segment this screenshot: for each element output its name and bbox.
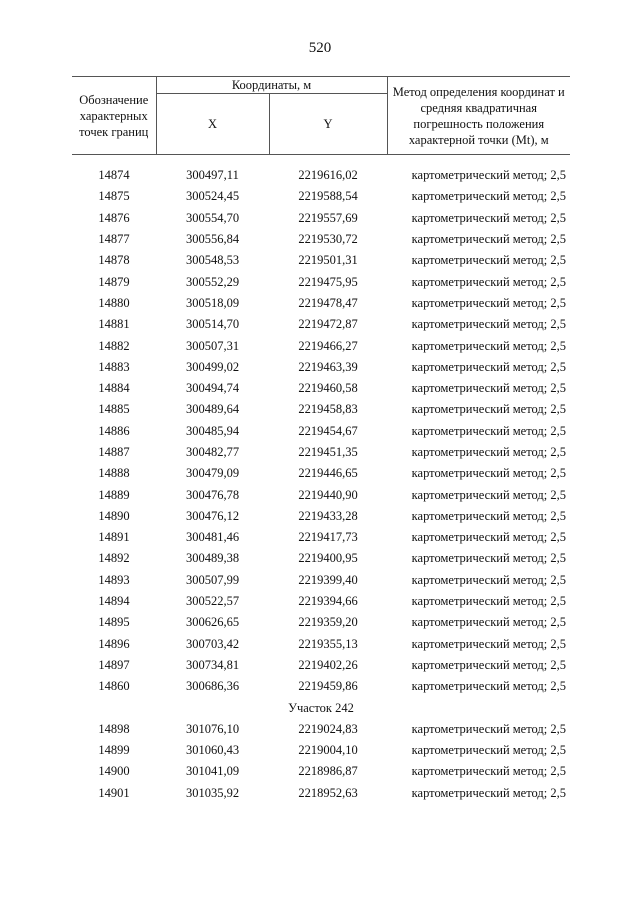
x-cell: 300476,12 [185,508,240,523]
x-cell: 300626,65 [185,615,240,630]
point-name-cell: 14901 [98,785,130,800]
y-cell: 2218952,63 [298,785,358,800]
y-cell: 2219472,87 [298,317,358,332]
method-cell: картометрический метод; 2,5 [411,232,566,247]
x-cell: 300556,84 [185,232,240,247]
y-cell: 2218986,87 [298,764,358,779]
x-cell: 300514,70 [185,317,240,332]
y-cell: 2219024,83 [298,721,358,736]
y-cell: 2219394,66 [298,594,358,609]
table-row [72,335,570,356]
method-cell: картометрический метод; 2,5 [411,423,566,438]
header-coordinates: Координаты, м [156,77,387,94]
table-row [72,357,570,378]
method-cell: картометрический метод; 2,5 [411,530,566,545]
point-name-cell: 14898 [98,721,130,736]
table-row [72,186,570,207]
table-row [72,463,570,484]
point-name-cell: 14882 [98,338,130,353]
table-row [72,506,570,527]
table-row [72,484,570,505]
x-cell: 300479,09 [185,466,240,481]
y-cell: 2219359,20 [298,615,358,630]
point-name-cell: 14888 [98,466,130,481]
method-cell: картометрический метод; 2,5 [411,295,566,310]
point-name-cell: 14891 [98,530,130,545]
point-name-cell: 14878 [98,253,130,268]
x-cell: 300507,99 [185,572,240,587]
method-cell: картометрический метод; 2,5 [411,381,566,396]
y-cell: 2219446,65 [298,466,358,481]
method-cell: картометрический метод; 2,5 [411,679,566,694]
point-name-cell: 14896 [98,636,130,651]
y-cell: 2219478,47 [298,295,358,310]
coordinates-table [72,76,570,804]
point-name-cell: 14875 [98,189,130,204]
method-cell: картометрический метод; 2,5 [411,721,566,736]
point-name-cell: 14879 [98,274,130,289]
method-cell: картометрический метод; 2,5 [411,594,566,609]
method-cell: картометрический метод; 2,5 [411,253,566,268]
table-row [72,250,570,271]
x-cell: 300494,74 [185,381,240,396]
y-cell: 2219440,90 [298,487,358,502]
method-cell: картометрический метод; 2,5 [411,338,566,353]
y-cell: 2219463,39 [298,359,358,374]
point-name-cell: 14886 [98,423,130,438]
point-name-cell: 14880 [98,295,130,310]
x-cell: 300734,81 [185,657,240,672]
point-name-cell: 14889 [98,487,130,502]
y-cell: 2219530,72 [298,232,358,247]
point-name-cell: 14892 [98,551,130,566]
section-row [72,697,570,718]
point-name-cell: 14890 [98,508,130,523]
method-cell: картометрический метод; 2,5 [411,210,566,225]
point-name-cell: 14893 [98,572,130,587]
x-cell: 300481,46 [185,530,240,545]
section-label: Участок 242 [288,700,354,715]
x-cell: 300476,78 [185,487,240,502]
y-cell: 2219588,54 [298,189,358,204]
method-cell: картометрический метод; 2,5 [411,551,566,566]
y-cell: 2219458,83 [298,402,358,417]
x-cell: 300554,70 [185,210,240,225]
x-cell: 301060,43 [185,743,240,758]
y-cell: 2219557,69 [298,210,358,225]
point-name-cell: 14885 [98,402,130,417]
y-cell: 2219451,35 [298,445,358,459]
table-body [72,155,570,804]
y-cell: 2219460,58 [298,381,358,396]
y-cell: 2219616,02 [298,168,358,183]
x-cell: 300686,36 [185,679,240,694]
y-cell: 2219501,31 [298,253,358,268]
method-cell: картометрический метод; 2,5 [411,508,566,523]
table-row [72,442,570,463]
method-cell: картометрический метод; 2,5 [411,189,566,204]
method-cell: картометрический метод; 2,5 [411,572,566,587]
table-row [72,229,570,250]
table-row [72,634,570,655]
point-name-cell: 14883 [98,359,130,374]
x-cell: 300489,64 [185,402,240,417]
x-cell: 300482,77 [185,445,240,459]
x-cell: 301035,92 [185,785,240,800]
table-row [72,570,570,591]
page-number: 520 [308,40,332,56]
header-point-name: Обозначение характерных точек границ [72,77,156,155]
x-cell: 300485,94 [185,423,240,438]
point-name-cell: 14876 [98,210,130,225]
method-cell: картометрический метод; 2,5 [411,445,566,459]
x-cell: 300507,31 [185,338,240,353]
point-name-cell: 14884 [98,381,130,396]
table-row [72,548,570,569]
table-row [72,527,570,548]
y-cell: 2219466,27 [298,338,358,353]
method-cell: картометрический метод; 2,5 [411,657,566,672]
point-name-cell: 14874 [98,168,130,183]
x-cell: 300518,09 [185,295,240,310]
point-name-cell: 14881 [98,317,130,332]
x-cell: 300524,45 [185,189,240,204]
x-cell: 300489,38 [185,551,240,566]
x-cell: 300499,02 [185,359,240,374]
table-row [72,719,570,740]
x-cell: 300522,57 [185,594,240,609]
y-cell: 2219433,28 [298,508,358,523]
point-name-cell: 14860 [98,679,130,694]
method-cell: картометрический метод; 2,5 [411,615,566,630]
point-name-cell: 14877 [98,232,130,247]
y-cell: 2219400,95 [298,551,358,566]
table-row [72,293,570,314]
table-header [72,77,570,155]
table-row [72,676,570,697]
y-cell: 2219004,10 [298,743,358,758]
header-y: Y [269,94,387,155]
y-cell: 2219459,86 [298,679,358,694]
table-row [72,271,570,292]
method-cell: картометрический метод; 2,5 [411,785,566,800]
method-cell: картометрический метод; 2,5 [411,402,566,417]
point-name-cell: 14895 [98,615,130,630]
table-row [72,165,570,186]
table-row [72,314,570,335]
method-cell: картометрический метод; 2,5 [411,168,566,183]
x-cell: 301041,09 [185,764,240,779]
table-row [72,740,570,761]
method-cell: картометрический метод; 2,5 [411,466,566,481]
table-row [72,399,570,420]
method-cell: картометрический метод; 2,5 [411,274,566,289]
point-name-cell: 14897 [98,657,130,672]
x-cell: 300497,11 [186,168,239,183]
y-cell: 2219399,40 [298,572,358,587]
table-row [72,421,570,442]
table-row [72,591,570,612]
method-cell: картометрический метод; 2,5 [411,317,566,332]
y-cell: 2219402,26 [298,657,358,672]
table-row [72,208,570,229]
y-cell: 2219454,67 [298,423,358,438]
x-cell: 300703,42 [185,636,240,651]
method-cell: картометрический метод; 2,5 [411,359,566,374]
table-row [72,655,570,676]
method-cell: картометрический метод; 2,5 [411,764,566,779]
y-cell: 2219417,73 [298,530,358,545]
table-row [72,783,570,804]
method-cell: картометрический метод; 2,5 [411,636,566,651]
table-row [72,612,570,633]
point-name-cell: 14900 [98,764,130,779]
point-name-cell: 14887 [98,445,130,459]
y-cell: 2219475,95 [298,274,358,289]
point-name-cell: 14894 [98,594,130,609]
header-method: Метод определения координат и средняя квадратичная погрешность положения характерной точки (Mt), м [387,77,570,155]
x-cell: 300552,29 [185,274,240,289]
point-name-cell: 14899 [98,743,130,758]
y-cell: 2219355,13 [298,636,358,651]
table-row [72,378,570,399]
method-cell: картометрический метод; 2,5 [411,487,566,502]
table-row [72,761,570,782]
x-cell: 300548,53 [185,253,240,268]
method-cell: картометрический метод; 2,5 [411,743,566,758]
x-cell: 301076,10 [185,721,240,736]
header-x: X [156,94,269,155]
